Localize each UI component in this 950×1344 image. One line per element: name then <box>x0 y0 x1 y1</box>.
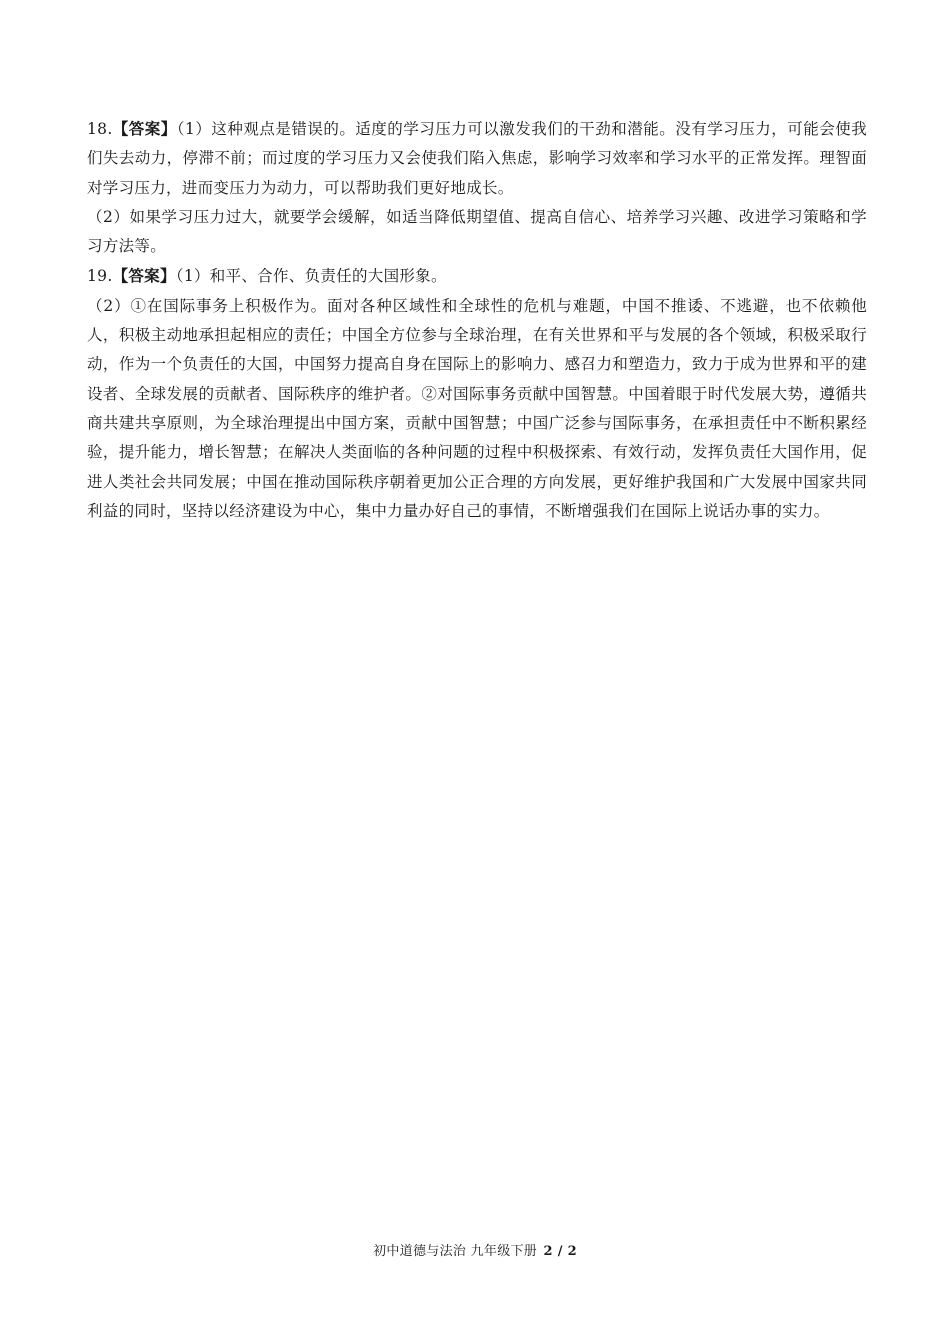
answer-19-number: 19. <box>87 267 113 286</box>
answer-19-tag: 【答案】 <box>112 266 176 286</box>
page-footer <box>0 1240 950 1259</box>
answer-18-part1 <box>87 114 867 203</box>
footer-title: 初中道德与法治 九年级下册 <box>373 1244 538 1259</box>
answer-19-part1 <box>87 261 867 291</box>
answer-content <box>87 114 867 526</box>
page-number: 2 / 2 <box>543 1244 577 1259</box>
answer-18-number: 18. <box>87 120 113 138</box>
answer-19-part1-text: （1）和平、合作、负责任的大国形象。 <box>175 267 447 286</box>
answer-19-part2: （2）①在国际事务上积极作为。面对各种区域性和全球性的危机与难题，中国不推诿、不逃避，也不依赖他人，积极主动地承担起相应的责任；中国全方位参与全球治理，在有关世界和平与发展的各个领域，积极采取行动，作为一个负责任的大国，中国努力提高自身在国际上的影响力、感召力和塑造力，致力于成为世界和平的建设者、全球发展的贡献者、国际秩序的维护者。②对国际事务贡献中国智慧。中国着眼于时代发展大势，遵循共商共建共享原则，为全球治理提出中国方案，贡献中国智慧；中国广泛参与国际事务，在承担责任中不断积累经验，提升能力，增长智慧；在解决人类面临的各种问题的过程中积极探索、有效行动，发挥负责任大国作用，促进人类社会共同发展；中国在推动国际秩序朝着更加公正合理的方向发展，更好维护我国和广大发展中国家共同利益的同时，坚持以经济建设为中心，集中力量办好自己的事情，不断增强我们在国际上说话办事的实力。 <box>87 296 867 520</box>
answer-18-part2: （2）如果学习压力过大，就要学会缓解，如适当降低期望值、提高自信心、培养学习兴趣、改进学习策略和学习方法等。 <box>87 207 867 256</box>
answer-18-part1-text: （1）这种观点是错误的。适度的学习压力可以激发我们的干劲和潜能。没有学习压力，可能会使我们失去动力，停滞不前；而过度的学习压力又会使我们陷入焦虑，影响学习效率和学习水平的正常发挥。理智面对学习压力，进而变压力为动力，可以帮助我们更好地成长。 <box>87 120 867 197</box>
answer-18-tag: 【答案】 <box>112 119 177 138</box>
